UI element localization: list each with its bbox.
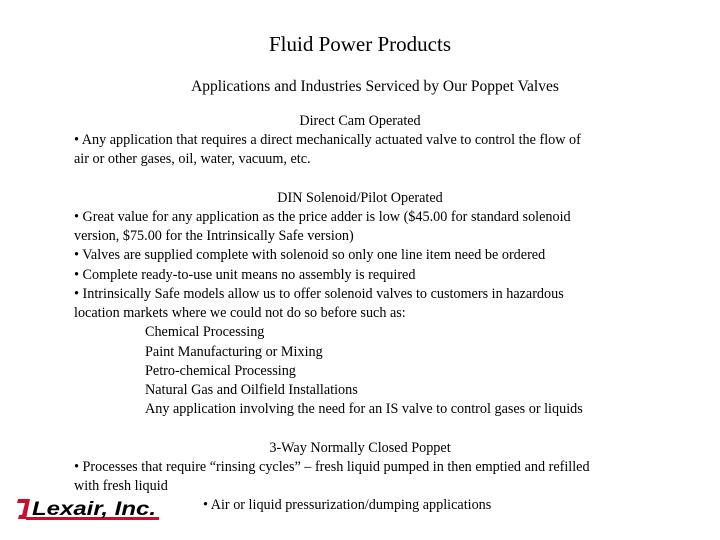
market-item: Natural Gas and Oilfield Installations — [145, 382, 358, 398]
market-item: Petro-chemical Processing — [145, 363, 296, 379]
bullet-line: • Air or liquid pressurization/dumping applications — [203, 497, 492, 513]
section-heading-direct-cam: Direct Cam Operated — [299, 113, 421, 129]
section-heading-three-way: 3-Way Normally Closed Poppet — [269, 440, 451, 456]
lexair-logo — [16, 496, 161, 522]
bullet-line: • Complete ready-to-use unit means no assembly is required — [74, 267, 416, 283]
lexair-logo-mark — [16, 496, 161, 522]
bullet-line: • Any application that requires a direct mechanically actuated valve to control the flow of — [74, 132, 581, 148]
lexair-logo-text: Lexair, Inc. — [32, 499, 156, 520]
bullet-line: • Intrinsically Safe models allow us to offer solenoid valves to customers in hazardous — [74, 286, 564, 302]
market-item: Any application involving the need for an IS valve to control gases or liquids — [145, 401, 583, 417]
market-item: Paint Manufacturing or Mixing — [145, 344, 323, 360]
market-item: Chemical Processing — [145, 324, 265, 340]
bullet-line: with fresh liquid — [74, 478, 168, 494]
page-subtitle: Applications and Industries Serviced by Our Poppet Valves — [191, 78, 559, 95]
bullet-line: • Processes that require “rinsing cycles” – fresh liquid pumped in then emptied and refilled — [74, 459, 590, 475]
section-heading-din-solenoid: DIN Solenoid/Pilot Operated — [277, 190, 443, 206]
bullet-line: version, $75.00 for the Intrinsically Safe version) — [74, 228, 354, 244]
bullet-line: • Great value for any application as the price adder is low ($45.00 for standard solenoid — [74, 209, 571, 225]
bullet-line: location markets where we could not do so before such as: — [74, 305, 406, 321]
bullet-line: • Valves are supplied complete with solenoid so only one line item need be ordered — [74, 247, 546, 263]
page-title: Fluid Power Products — [268, 32, 451, 56]
bullet-line: air or other gases, oil, water, vacuum, etc. — [74, 151, 311, 167]
